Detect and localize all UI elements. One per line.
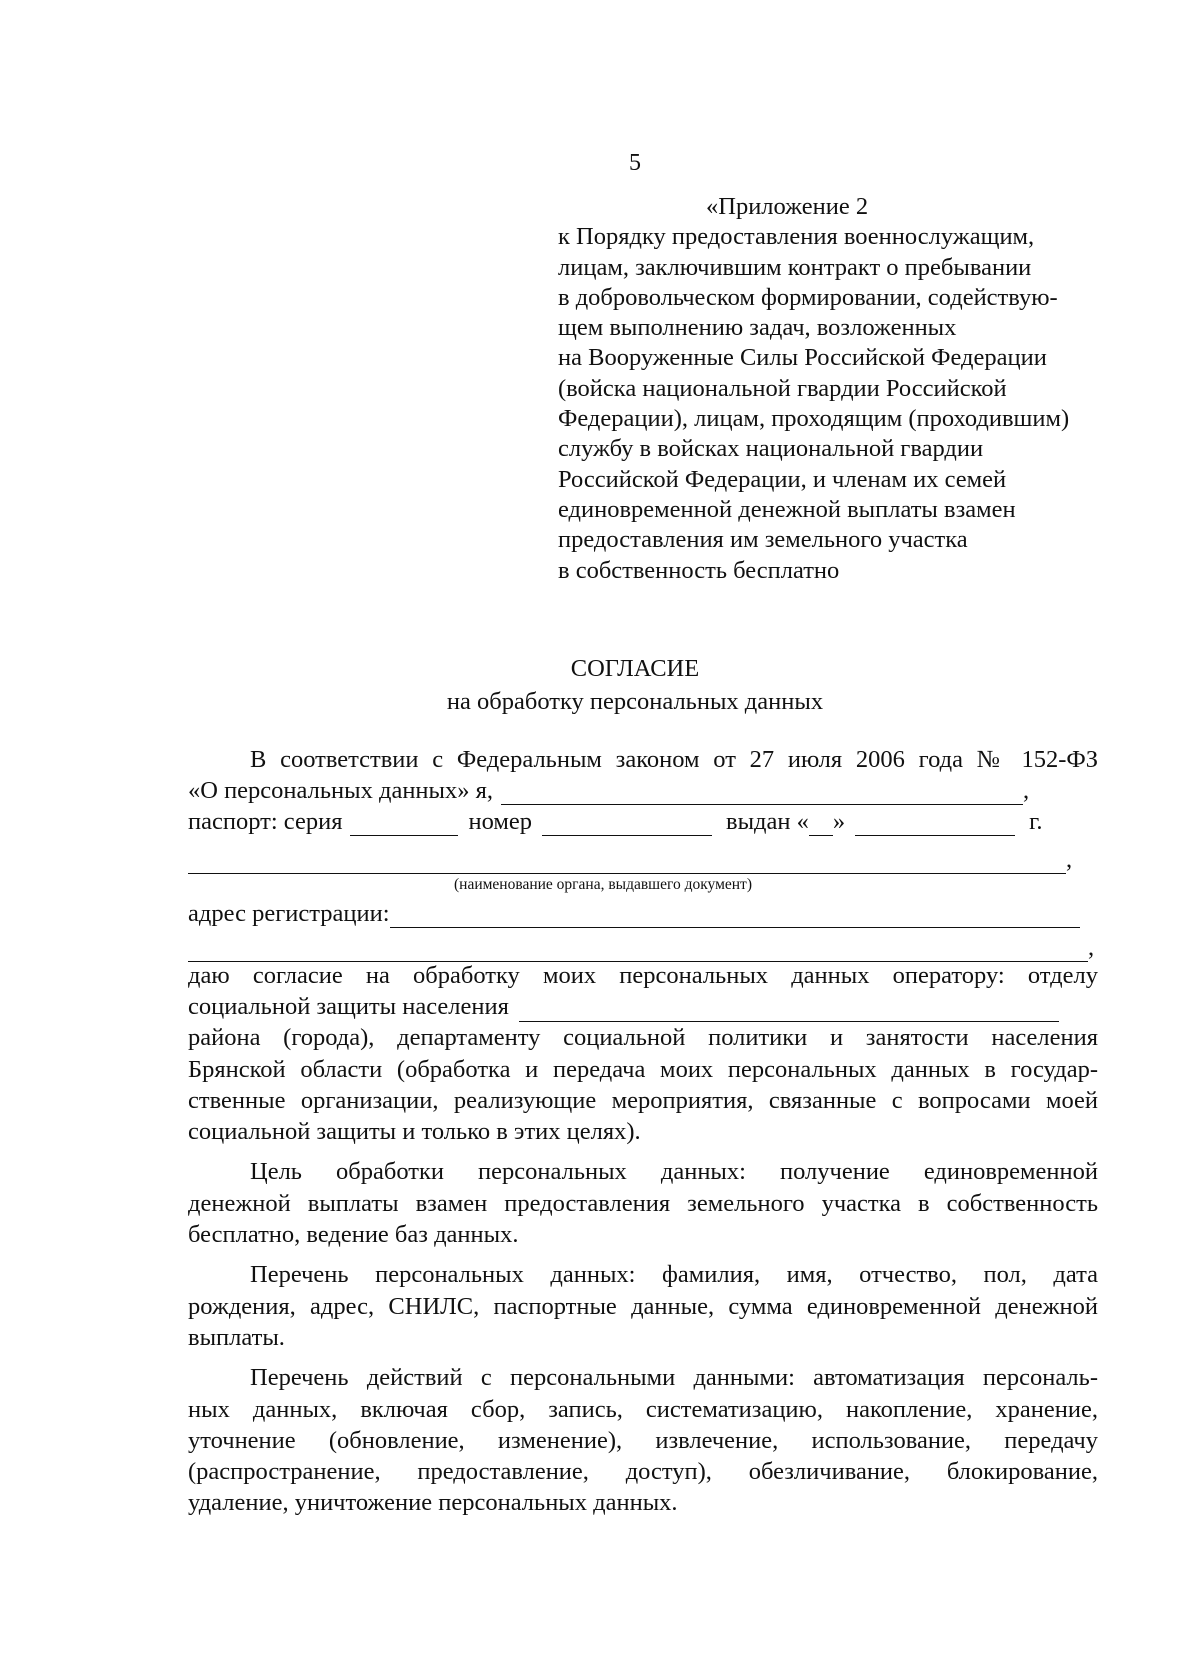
consent-body	[188, 960, 1098, 1519]
name-label: «О персональных данных» я,	[188, 777, 494, 804]
address-field[interactable]	[390, 905, 1080, 928]
issued-day-field[interactable]	[809, 813, 833, 836]
social-protection-line	[188, 991, 1098, 1022]
issued-quote: »	[832, 808, 846, 835]
purpose-line: Цель обработки персональных данных: получение единовременной	[250, 1158, 1098, 1186]
address-line-2	[188, 928, 1098, 962]
issuer-caption: (наименование органа, выдавшего документ)	[453, 876, 752, 893]
purpose-line: денежной выплаты взамен предоставления земельного участка в собственность	[188, 1189, 1098, 1217]
appendix-line: к Порядку предоставления военнослужащим,	[558, 223, 1035, 251]
appendix-header	[558, 192, 1118, 586]
actions-line: (распространение, предоставление, доступ), обезличивание, блокирование,	[188, 1458, 1098, 1486]
address-line	[188, 896, 1098, 928]
consent-line: ственные организации, реализующие мероприятия, связанные с вопросами моей	[188, 1086, 1098, 1114]
social-protection-field[interactable]	[519, 999, 1059, 1022]
consent-line: района (города), департаменту социальной политики и занятости населения	[188, 1024, 1098, 1052]
name-comma: ,	[1023, 777, 1030, 804]
law-reference-line	[188, 743, 1098, 774]
consent-form	[188, 743, 1098, 962]
address-comma: ,	[1088, 934, 1095, 961]
consent-line: даю согласие на обработку моих персональных данных оператору: отделу	[188, 962, 1098, 989]
issuer-comma: ,	[1066, 846, 1073, 873]
data-list-line: выплаты.	[188, 1323, 285, 1351]
issuer-line	[188, 836, 1098, 874]
passport-series-field[interactable]	[350, 813, 458, 836]
address-field-2[interactable]	[188, 939, 1088, 962]
address-label: адрес регистрации:	[188, 900, 390, 927]
title-heading: СОГЛАСИЕ	[570, 655, 700, 682]
consent-line: Брянской области (обработка и передача моих персональных данных в государ-	[188, 1055, 1098, 1083]
actions-line: удаление, уничтожение персональных данных.	[188, 1489, 678, 1517]
social-protection-label: социальной защиты населения	[188, 993, 509, 1020]
document-title	[0, 652, 1200, 718]
appendix-line: в добровольческом формировании, содействую-	[558, 283, 1058, 311]
name-line	[188, 774, 1098, 805]
law-reference-text: В соответствии с Федеральным законом от 27 июля 2006 года № 152-ФЗ	[250, 746, 1098, 773]
data-list-line: Перечень персональных данных: фамилия, имя, отчество, пол, дата	[250, 1261, 1098, 1289]
appendix-line: на Вооруженные Силы Российской Федерации	[558, 344, 1047, 372]
appendix-line: лицам, заключившим контракт о пребывании	[558, 253, 1032, 281]
consent-line: социальной защиты и только в этих целях).	[188, 1118, 641, 1146]
actions-line: Перечень действий с персональными данными: автоматизация персональ-	[250, 1364, 1098, 1392]
passport-line	[188, 805, 1098, 836]
year-suffix: г.	[1029, 808, 1043, 835]
passport-series-label: паспорт: серия	[188, 808, 343, 835]
appendix-line: «Приложение 2	[706, 193, 869, 220]
passport-number-label: номер	[468, 808, 532, 835]
purpose-line: бесплатно, ведение баз данных.	[188, 1221, 519, 1249]
appendix-line: (войска национальной гвардии Российской	[558, 374, 1007, 402]
appendix-line: единовременной денежной выплаты взамен	[558, 495, 1016, 523]
actions-line: ных данных, включая сбор, запись, систематизацию, накопление, хранение,	[188, 1395, 1098, 1423]
appendix-line: предоставления им земельного участка	[558, 526, 968, 554]
issued-label: выдан «	[726, 808, 809, 835]
page-number: 5	[629, 150, 641, 176]
title-subheading: на обработку персональных данных	[446, 688, 824, 715]
issuer-field[interactable]	[188, 851, 1066, 874]
appendix-line: Российской Федерации, и членам их семей	[558, 465, 1007, 493]
passport-number-field[interactable]	[542, 813, 712, 836]
issued-date-field[interactable]	[855, 813, 1015, 836]
actions-line: уточнение (обновление, изменение), извлечение, использование, передачу	[188, 1426, 1098, 1454]
appendix-line: службу в войсках национальной гвардии	[558, 435, 984, 463]
data-list-line: рождения, адрес, СНИЛС, паспортные данные, сумма единовременной денежной	[188, 1292, 1098, 1320]
appendix-line: в собственность бесплатно	[558, 556, 840, 584]
appendix-line: Федерации), лицам, проходящим (проходившим)	[558, 405, 1070, 433]
full-name-field[interactable]	[501, 782, 1023, 805]
appendix-line: щем выполнению задач, возложенных	[558, 314, 957, 342]
